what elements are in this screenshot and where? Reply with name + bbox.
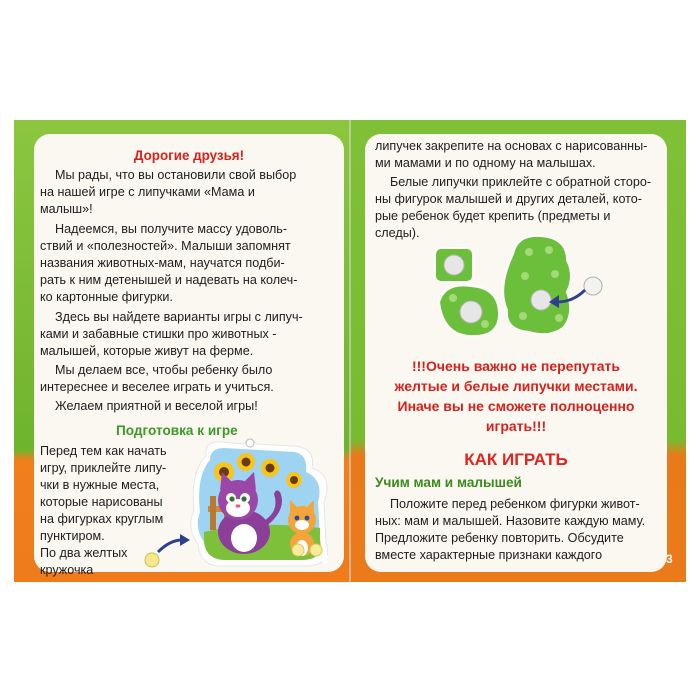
- paragraph-line: Мы рады, что вы остановили свой выбор: [55, 168, 297, 182]
- paragraph-line: рать к ним детенышей и надевать на колеч-: [40, 273, 298, 287]
- paragraph-line: ками и забавные стишки про животных -: [40, 327, 277, 341]
- greeting-heading: Дорогие друзья!: [133, 148, 245, 163]
- teach-moms-subheading: Учим мам и малышей: [375, 475, 522, 490]
- warning-line: Иначе вы не сможете полноценно: [397, 398, 635, 414]
- paragraph-line: следы).: [375, 226, 420, 240]
- paragraph-line: рые ребенок будет крепить (предметы и: [375, 209, 611, 223]
- prep-line: кружочка: [40, 563, 94, 577]
- paragraph-line: малышей, которые живут на ферме.: [40, 344, 254, 358]
- prep-line: Перед тем как начать: [40, 444, 167, 458]
- paragraph-line: ствий и «полезностей». Малыши запомнят: [40, 239, 291, 253]
- paragraph-line: малыш»!: [40, 202, 93, 216]
- left-page: [14, 120, 350, 582]
- velcro-pieces-illustration: [425, 232, 625, 340]
- open-booklet: [14, 120, 686, 582]
- prep-line: на фигурках круглым: [40, 512, 164, 526]
- right-page: [350, 120, 686, 582]
- paragraph-line: ми мамами и по одному на малышах.: [375, 156, 596, 170]
- prep-line: пунктиром.: [40, 529, 105, 543]
- prep-line: По два желтых: [40, 546, 128, 560]
- how-line: ных: мам и малышей. Назовите каждую маму.: [375, 514, 646, 528]
- how-line: вместе характерные признаки каждого: [375, 548, 603, 562]
- right-text-card: [365, 134, 667, 572]
- page-number: 2: [322, 552, 329, 566]
- left-text-card: [34, 134, 344, 577]
- paragraph-line: Белые липучки приклейте с обратной сторо-: [390, 175, 652, 189]
- paragraph-line: на нашей игре с липучками «Мама и: [40, 185, 255, 199]
- booklet-spine: [349, 120, 351, 582]
- how-line: Положите перед ребенком фигурки живот-: [390, 497, 640, 511]
- paragraph-line: Мы делаем все, чтобы ребенку было: [55, 363, 273, 377]
- paragraph-line: Здесь вы найдете варианты игры с липуч-: [55, 310, 303, 324]
- paragraph-line: названия животных-мам, научатся подби-: [40, 256, 285, 270]
- prep-line: игру, приклейте липу-: [40, 461, 167, 475]
- paragraph-line: интереснее и веселее играть и учиться.: [40, 380, 274, 394]
- preparation-heading: Подготовка к игре: [116, 423, 238, 438]
- warning-line: желтые и белые липучки местами.: [394, 378, 638, 394]
- prep-line: чки в нужные места,: [40, 478, 160, 492]
- page-number: 3: [666, 552, 673, 566]
- prep-line: которые нарисованы: [40, 495, 163, 509]
- paragraph-line: ны фигурок малышей и других деталей, кото-: [375, 192, 642, 206]
- how-line: Предложите ребенку повторить. Обсудите: [375, 531, 624, 545]
- yellow-velcro-pointer: [144, 522, 194, 572]
- warning-line: !!!Очень важно не перепутать: [411, 358, 620, 374]
- how-to-play-heading: КАК ИГРАТЬ: [464, 450, 568, 469]
- paragraph-line: ко картонные фигурки.: [40, 290, 173, 304]
- paragraph-line: Желаем приятной и веселой игры!: [55, 399, 258, 413]
- paragraph-line: липучек закрепите на основах с нарисованны-: [375, 139, 648, 153]
- cat-kitten-illustration: [184, 432, 336, 570]
- paragraph-line: Надеемся, вы получите массу удоволь-: [55, 222, 288, 236]
- warning-line: играть!!!: [485, 418, 547, 434]
